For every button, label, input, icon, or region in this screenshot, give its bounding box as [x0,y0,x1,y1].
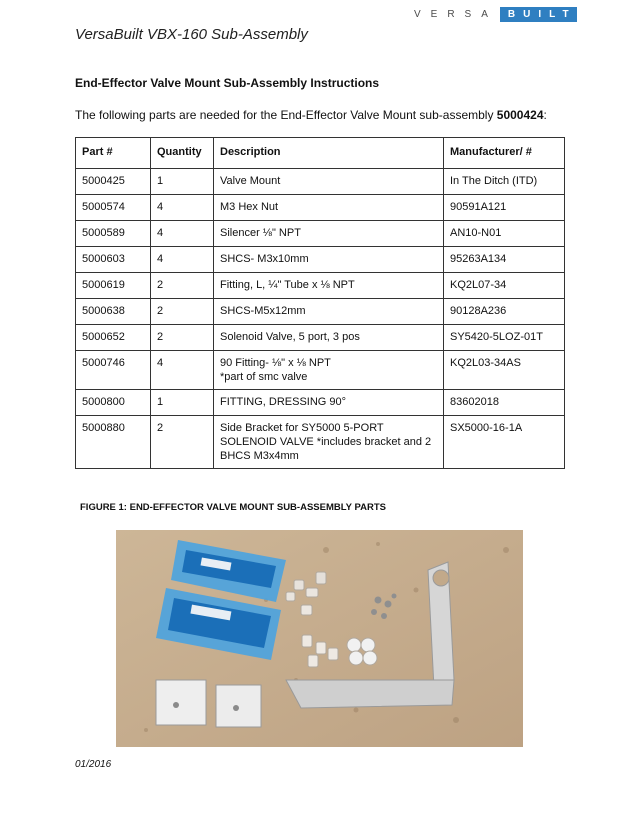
cell-part-number: 5000603 [76,247,151,273]
intro-part-number: 5000424 [496,108,544,122]
cell-quantity: 4 [151,221,214,247]
cell-description: 90 Fitting- ⅛" x ⅛ NPT *part of smc valve [214,351,444,390]
cell-description: FITTING, DRESSING 90° [214,390,444,416]
table-row [76,351,565,390]
intro-paragraph [75,108,547,122]
cell-manufacturer: 83602018 [444,390,565,416]
table-row [76,416,565,469]
parts-photo-illustration [116,530,523,747]
cell-quantity: 4 [151,247,214,273]
parts-table-body [76,169,565,469]
parts-table [75,137,565,469]
cell-manufacturer: AN10-N01 [444,221,565,247]
table-row [76,273,565,299]
header-part-number: Part # [76,138,151,169]
cell-part-number: 5000638 [76,299,151,325]
cell-description: SHCS-M5x12mm [214,299,444,325]
cell-quantity: 1 [151,169,214,195]
cell-quantity: 2 [151,273,214,299]
cell-part-number: 5000589 [76,221,151,247]
table-row [76,221,565,247]
cell-manufacturer: KQ2L03-34AS [444,351,565,390]
figure-caption: FIGURE 1: END-EFFECTOR VALVE MOUNT SUB-ASSEMBLY PARTS [80,502,386,513]
header-description: Description [214,138,444,169]
table-row [76,195,565,221]
cell-part-number: 5000652 [76,325,151,351]
cell-quantity: 2 [151,416,214,469]
table-header-row [76,138,565,169]
cell-part-number: 5000880 [76,416,151,469]
cell-manufacturer: KQ2L07-34 [444,273,565,299]
cell-part-number: 5000574 [76,195,151,221]
table-row [76,247,565,273]
section-title: End-Effector Valve Mount Sub-Assembly Instructions [75,76,380,90]
cell-manufacturer: SY5420-5LOZ-01T [444,325,565,351]
cell-quantity: 1 [151,390,214,416]
cell-part-number: 5000619 [76,273,151,299]
document-title: VersaBuilt VBX-160 Sub-Assembly [75,26,308,43]
cell-description: Valve Mount [214,169,444,195]
cell-description: M3 Hex Nut [214,195,444,221]
cell-part-number: 5000800 [76,390,151,416]
cell-description: Silencer ⅛" NPT [214,221,444,247]
cell-manufacturer: In The Ditch (ITD) [444,169,565,195]
cell-part-number: 5000746 [76,351,151,390]
logo-text-versa: VERSA [414,8,498,20]
cell-part-number: 5000425 [76,169,151,195]
header-quantity: Quantity [151,138,214,169]
logo-text-built: BUILT [500,7,577,22]
intro-suffix: : [543,108,547,122]
table-row [76,325,565,351]
cell-description: SHCS- M3x10mm [214,247,444,273]
cell-quantity: 4 [151,351,214,390]
cell-description: Side Bracket for SY5000 5-PORT SOLENOID VALVE *includes bracket and 2 BHCS M3x4mm [214,416,444,469]
cell-description: Solenoid Valve, 5 port, 3 pos [214,325,444,351]
intro-text: The following parts are needed for the End-Effector Valve Mount sub-assembly [75,108,497,122]
table-row [76,169,565,195]
cell-manufacturer: 90591A121 [444,195,565,221]
cell-manufacturer: 95263A134 [444,247,565,273]
header-manufacturer: Manufacturer/ # [444,138,565,169]
cell-quantity: 2 [151,325,214,351]
footer-date: 01/2016 [75,759,112,770]
cell-quantity: 2 [151,299,214,325]
cell-quantity: 4 [151,195,214,221]
versabuilt-logo [414,6,577,22]
parts-photo [116,530,523,747]
table-row [76,390,565,416]
cell-description: Fitting, L, ¼" Tube x ⅛ NPT [214,273,444,299]
cell-manufacturer: 90128A236 [444,299,565,325]
table-row [76,299,565,325]
cell-manufacturer: SX5000-16-1A [444,416,565,469]
